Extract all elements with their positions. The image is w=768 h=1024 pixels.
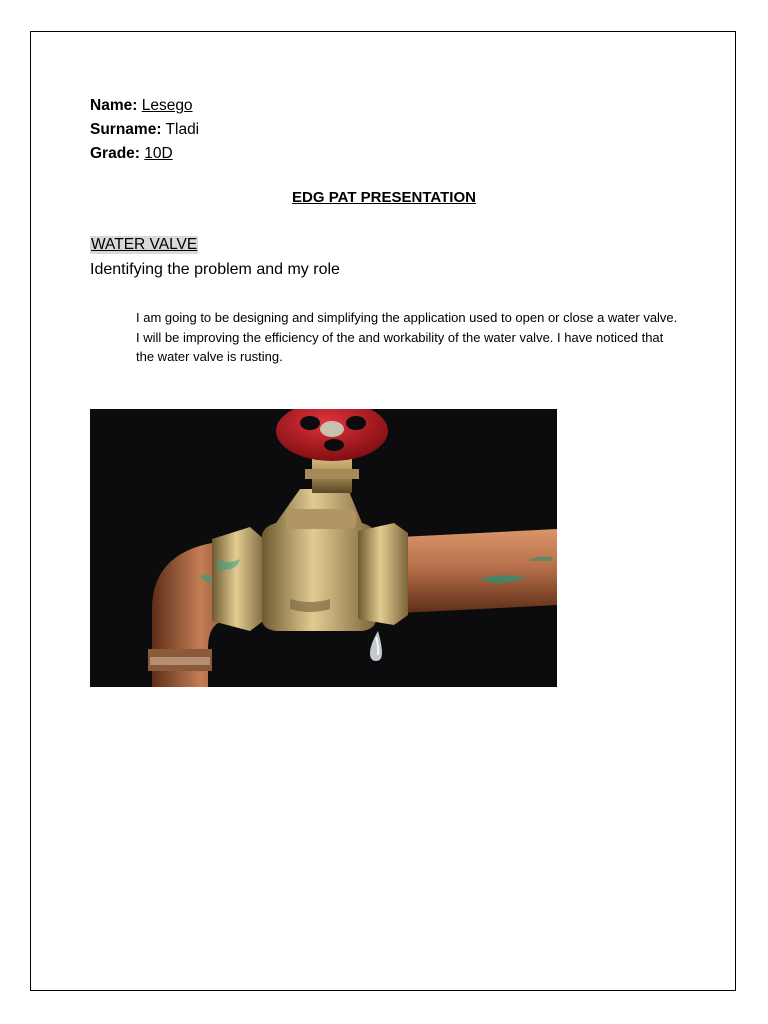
section-heading: WATER VALVE — [91, 236, 198, 253]
right-hex-nut — [358, 523, 408, 625]
section-subheading: Identifying the problem and my role — [90, 261, 340, 278]
surname-value: Tladi — [165, 121, 200, 138]
right-copper-pipe — [400, 529, 557, 613]
name-line — [90, 94, 199, 118]
left-hex-nut — [212, 527, 266, 631]
water-valve-illustration — [90, 409, 557, 687]
grade-value: 10D — [144, 145, 173, 162]
problem-paragraph: I am going to be designing and simplifying the application used to open or close a water valve. I will be improving the efficiency of the and workability of the water valve. I have noticed that the water valve is rusting. — [136, 310, 678, 364]
grade-line — [90, 142, 199, 166]
page-title: EDG PAT PRESENTATION — [292, 189, 476, 206]
name-label: Name: — [90, 97, 138, 114]
name-value: Lesego — [141, 97, 193, 114]
surname-label: Surname: — [90, 121, 162, 138]
student-info — [90, 94, 199, 166]
surname-line — [90, 118, 199, 142]
grade-label: Grade: — [90, 145, 140, 162]
water-valve-photo — [90, 409, 557, 687]
